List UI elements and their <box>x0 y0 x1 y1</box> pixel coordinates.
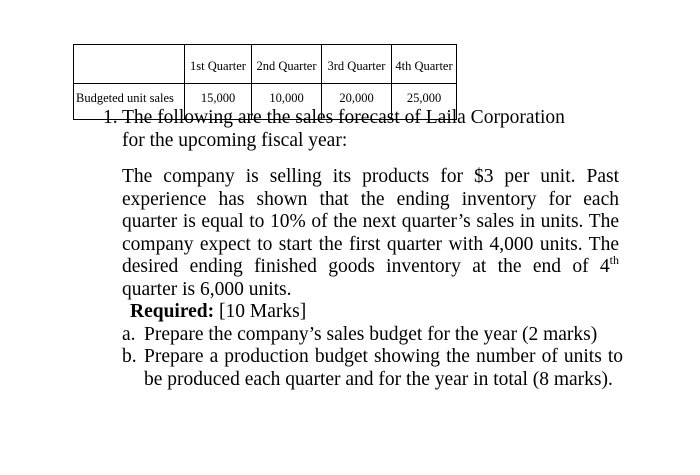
header-q2: 2nd Quarter <box>252 45 322 84</box>
paragraph-part2: quarter is 6,000 units. <box>122 278 292 300</box>
question-title <box>103 107 623 152</box>
item-letter: b. <box>122 346 137 367</box>
item-text: Prepare the company’s sales budget for the year (2 marks) <box>144 323 598 345</box>
value-q3: 20,000 <box>322 84 392 120</box>
item-text: Prepare a production budget showing the number of units to be produced each quarter and for the year in total (8 marks). <box>144 346 623 390</box>
table-corner-cell <box>74 45 185 84</box>
row-label: Budgeted unit sales <box>74 84 185 120</box>
question-paragraph <box>122 166 619 301</box>
required-label: Required: <box>130 301 215 322</box>
item-letter: a. <box>122 323 136 345</box>
table-header-row <box>74 45 457 84</box>
question-title-line2: for the upcoming fiscal year: <box>122 129 348 151</box>
required-marks: [10 Marks] <box>214 301 307 322</box>
requirements-list <box>122 324 623 392</box>
header-q4: 4th Quarter <box>392 45 457 84</box>
question-title-text <box>122 107 623 152</box>
value-q4: 25,000 <box>392 84 457 120</box>
required-heading <box>130 301 623 324</box>
question-block <box>103 107 623 391</box>
question-number: 1. <box>103 107 118 128</box>
list-item <box>122 324 623 347</box>
paragraph-superscript: th <box>609 252 619 267</box>
question-title-line1: The following are the sales forecast of Laila Corporation <box>122 107 565 128</box>
value-q1: 15,000 <box>185 84 252 120</box>
value-q2: 10,000 <box>252 84 322 120</box>
header-q3: 3rd Quarter <box>322 45 392 84</box>
list-item <box>122 346 623 391</box>
header-q1: 1st Quarter <box>185 45 252 84</box>
paragraph-part1: The company is selling its products for $3 per unit. Past experience has shown that the ending inventory for each quarter is equal to 10% of the next quarter’s sales in units. The company expect to start the first quarter with 4,000 units. The desired ending finished goods inventory at the end of 4 <box>122 166 619 277</box>
